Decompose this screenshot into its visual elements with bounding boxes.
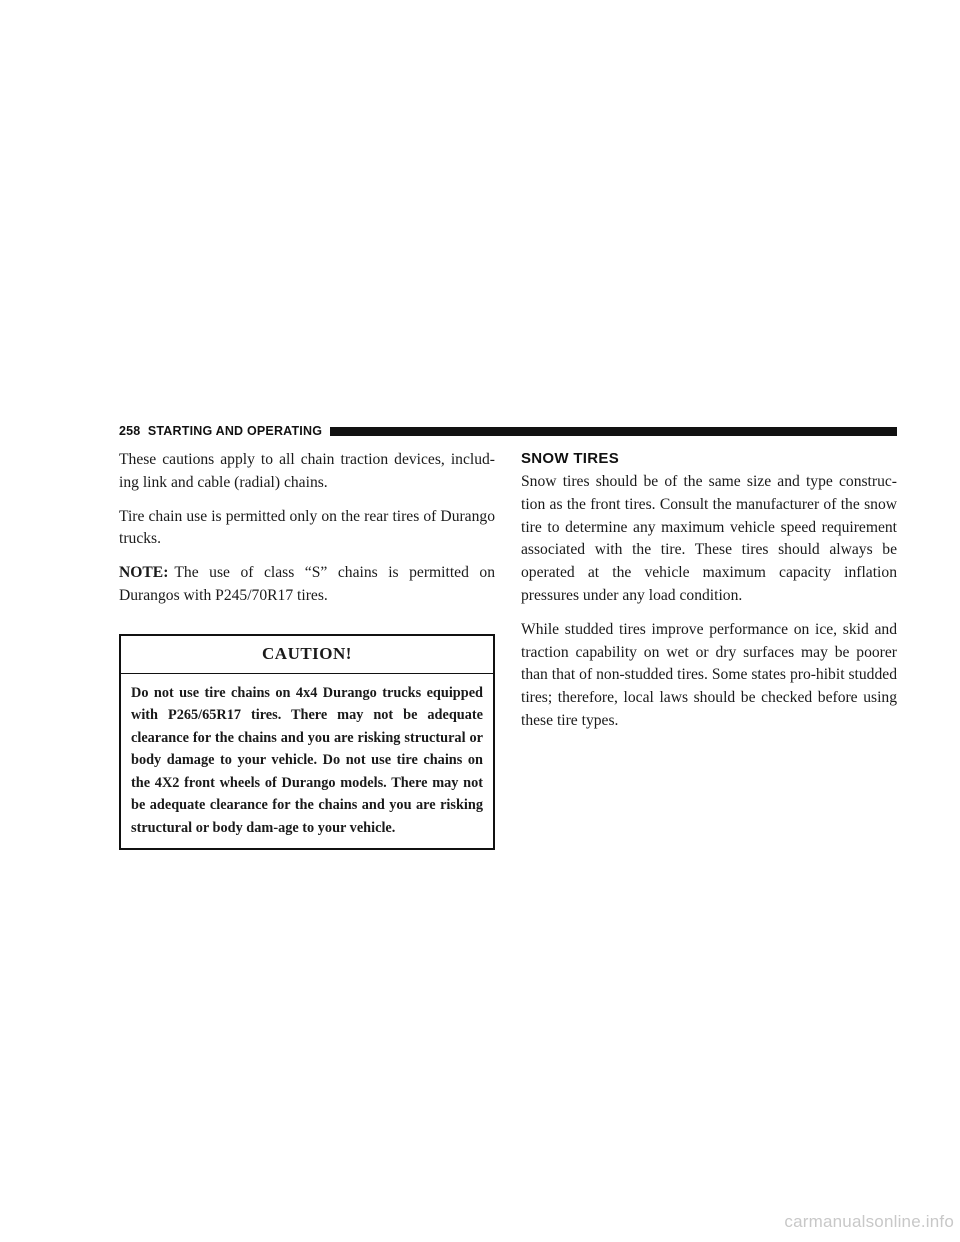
page-header-text (119, 424, 322, 438)
watermark: carmanualsonline.info (784, 1212, 954, 1231)
page-number: 258 (119, 424, 141, 438)
caution-title: CAUTION! (121, 636, 493, 674)
studded-tires-paragraph: While studded tires improve performance on ice, skid and traction capability on wet or dry surfaces may be poorer than that of non-studded tires. Some states pro-hibit studded tires; therefore, local laws should be checked before using these tire types. (521, 620, 897, 729)
page-header (119, 422, 897, 440)
right-column (521, 449, 897, 744)
chain-cautions-paragraph: These cautions apply to all chain traction devices, includ-ing link and cable (radial) chains. (119, 451, 495, 491)
caution-text: Do not use tire chains on 4x4 Durango trucks equipped with P265/65R17 tires. There may not be adequate clearance for the chains and you are risking structural or body damage to your vehicle. Do not use tire chains on the 4X2 front wheels of Durango models. There may not be adequate clearance for the chains and you are risking structural or body dam-age to your vehicle. (131, 684, 483, 836)
snow-tires-heading: SNOW TIRES (521, 450, 620, 467)
section-name: STARTING AND OPERATING (147, 424, 323, 438)
left-column (119, 449, 495, 850)
note-label: NOTE: (119, 564, 169, 582)
note-text: The use of class “S” chains is permitted on Durangos with P245/70R17 tires. (119, 564, 495, 604)
note-paragraph (119, 562, 495, 608)
caution-box (119, 634, 495, 851)
header-rule (330, 427, 897, 436)
chain-use-paragraph: Tire chain use is permitted only on the rear tires of Durango trucks. (119, 507, 495, 548)
snow-tires-paragraph: Snow tires should be of the same size and type construc-tion as the front tires. Consult the manufacturer of the snow tire to determine any maximum vehicle speed requirement associated with the tire. These tires should always be operated at the vehicle maximum capacity inflation pressures under any load condition. (521, 473, 897, 604)
